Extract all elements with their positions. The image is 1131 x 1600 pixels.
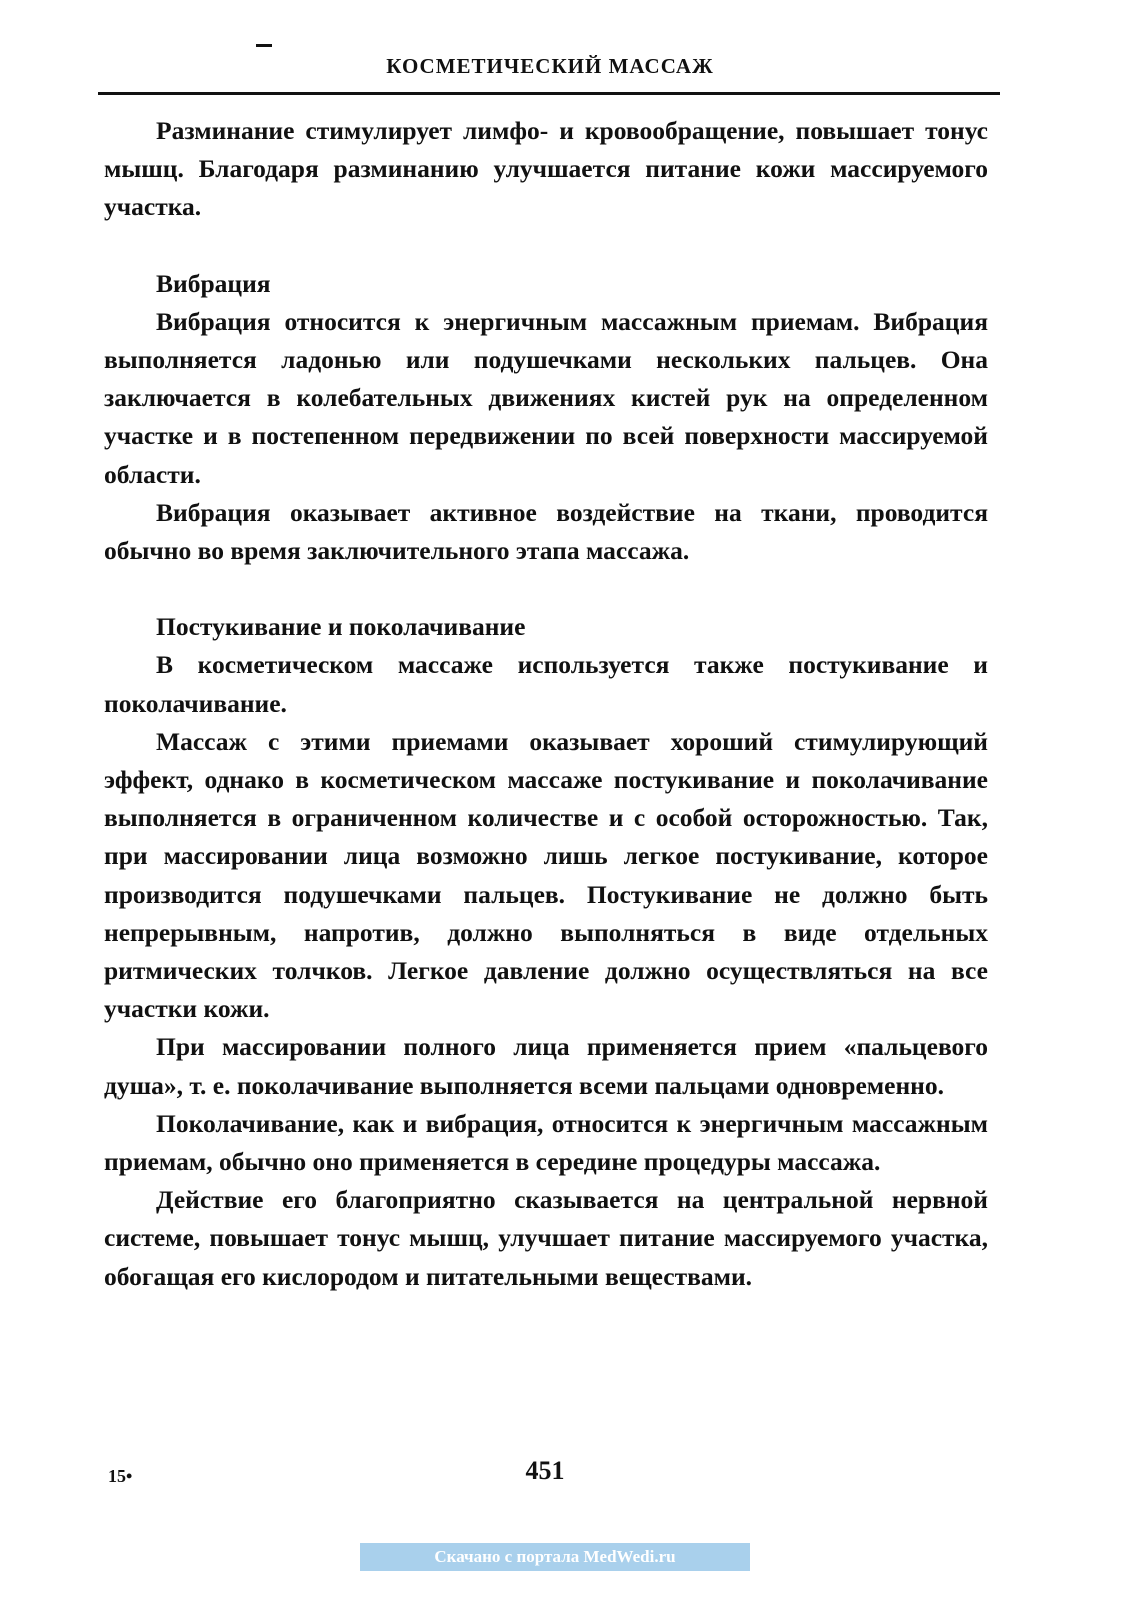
signature-mark: 15• <box>108 1466 133 1486</box>
section-heading-vibration: Вибрация <box>156 268 271 298</box>
page-body <box>104 112 988 1296</box>
page-number: 451 <box>525 1456 565 1485</box>
paragraph-tapping-timing: Поколачивание, как и вибрация, относится к энергичным массажным приемам, обычно оно применяется в середине процедуры массажа. <box>104 1108 988 1177</box>
header-dash <box>256 44 272 47</box>
paragraph-vibration-effect: Вибрация оказывает активное воздействие на ткани, проводится обычно во время заключительного этапа массажа. <box>104 497 988 566</box>
section-heading-tapping: Постукивание и поколачивание <box>156 612 526 642</box>
header-rule <box>98 92 1000 95</box>
paragraph-vibration-definition: Вибрация относится к энергичным массажным приемам. Вибрация выполняется ладонью или подушечками нескольких пальцев. Она заключается в колебательных движениях кистей рук на определенном участке и в постепенном передвижении по всей поверхности массируемой области. <box>104 306 988 489</box>
paragraph-tapping-technique: Массаж с этими приемами оказывает хороший стимулирующий эффект, однако в косметическом массаже постукивание и поколачивание выполняется в ограниченном количестве и с особой осторожностью. Так, при массировании лица возможно лишь легкое постукивание, которое производится подушечками пальцев. Постукивание не должно быть непрерывным, напротив, должно выполняться в виде отдельных ритмических толчков. Легкое давление должно осуществляться на все участки кожи. <box>104 726 988 1024</box>
watermark-banner: Скачано с портала MedWedi.ru <box>360 1543 750 1571</box>
paragraph-kneading: Разминание стимулирует лимфо- и кровообращение, повышает тонус мышц. Благодаря разминанию улучшается питание кожи массируемого участка. <box>104 116 988 222</box>
paragraph-tapping-effect: Действие его благоприятно сказывается на центральной нервной системе, повышает тонус мышц, улучшает питание массируемого участка, обогащая его кислородом и питательными веществами. <box>104 1185 988 1291</box>
running-title: КОСМЕТИЧЕСКИЙ МАССАЖ <box>386 54 714 78</box>
paragraph-finger-shower: При массировании полного лица применяется прием «пальцевого душа», т. е. поколачивание выполняется всеми пальцами одновременно. <box>104 1032 988 1100</box>
paragraph-tapping-intro: В косметическом массаже используется также постукивание и поколачивание. <box>104 650 988 718</box>
